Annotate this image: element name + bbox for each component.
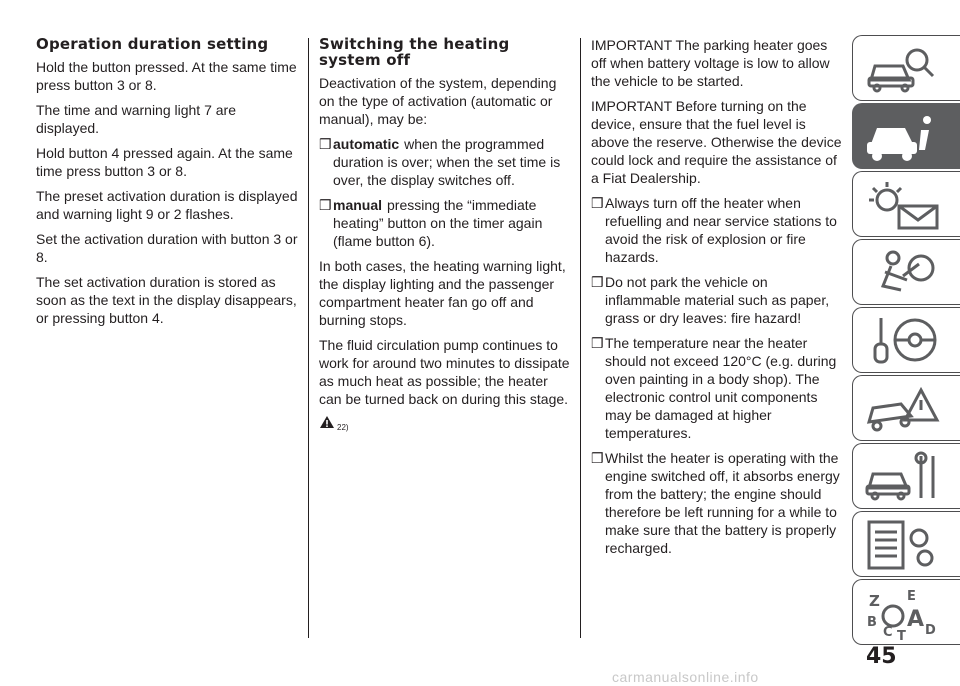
tab-key-steering[interactable] [852, 307, 960, 373]
bullet-text: The temperature near the heater should not exceed 120°C (e.g. during oven painting in a body shop). The electronic control unit components may be damaged at higher temperatures. [605, 335, 837, 441]
column-switching-off [319, 36, 571, 432]
page-number: 45 [866, 644, 897, 669]
checkbox-bullet-icon: ❒ [591, 195, 604, 211]
tab-car-info[interactable] [852, 103, 960, 169]
bullet-item [591, 273, 845, 327]
bullet-text: when the programmed duration is over; when the set time is over, the display switches off. [333, 136, 561, 188]
column-divider [308, 38, 309, 638]
intro-paragraph: Deactivation of the system, depending on the type of activation (automatic or manual), may be: [319, 75, 557, 127]
bullet-keyword: automatic [333, 136, 400, 152]
paragraph: The fluid circulation pump continues to work for around two minutes to dissipate as much heat as possible; the heater can be turned back on during this stage. [319, 337, 570, 407]
airbag-person-icon [863, 246, 943, 300]
heading-switching-off: Switching the heating system off [319, 35, 510, 69]
bullet-text: Whilst the heater is operating with the engine switched off, it absorbs energy from the battery; the engine should therefore be left running for a while to make sure that the battery is properly recharged. [605, 450, 840, 556]
warning-triangle-icon [319, 415, 335, 429]
checkbox-bullet-icon: ❒ [319, 197, 332, 213]
paragraph: In both cases, the heating warning light, the display lighting and the passenger compartment heater fan go off and burning stops. [319, 258, 566, 328]
car-tools-icon [863, 450, 943, 504]
warning-ref-number: 22) [337, 423, 349, 432]
column-operation-duration [36, 36, 298, 334]
bullet-text: pressing the “immediate heating” button on the timer again (flame button 6). [333, 197, 543, 249]
bullet-item [319, 135, 571, 189]
car-search-icon [863, 42, 943, 96]
tab-warning-lights[interactable] [852, 171, 960, 237]
checkbox-bullet-icon: ❒ [591, 274, 604, 290]
warning-reference [319, 415, 571, 432]
bullet-text: Do not park the vehicle on inflammable material such as paper, grass or dry leaves: fire hazard! [605, 274, 830, 326]
tab-alphabet-index[interactable] [852, 579, 960, 645]
svg-text:A: A [907, 607, 925, 632]
svg-text:D: D [925, 623, 936, 638]
paragraph: Hold button 4 pressed again. At the same time press button 3 or 8. [36, 145, 293, 179]
tab-airbag-person[interactable] [852, 239, 960, 305]
car-info-icon [863, 110, 943, 164]
heading-operation-duration: Operation duration setting [36, 35, 269, 53]
svg-text:B: B [867, 615, 877, 630]
car-accident-icon [863, 382, 943, 436]
column-divider [580, 38, 581, 638]
paragraph: Hold the button pressed. At the same time press button 3 or 8. [36, 59, 297, 93]
paragraph: Set the activation duration with button 3 or 8. [36, 231, 298, 265]
key-steering-icon [863, 314, 943, 368]
watermark: carmanualsonline.info [612, 669, 759, 685]
svg-text:C: C [883, 625, 893, 640]
paragraph: The time and warning light 7 are displayed. [36, 102, 236, 136]
bullet-item [591, 194, 845, 266]
bullet-keyword: manual [333, 197, 383, 213]
warning-lights-icon [863, 178, 943, 232]
checkbox-bullet-icon: ❒ [591, 335, 604, 351]
alphabet-index-icon [863, 586, 943, 640]
tab-car-accident[interactable] [852, 375, 960, 441]
important-paragraph: IMPORTANT The parking heater goes off when battery voltage is low to allow the vehicle to be started. [591, 37, 830, 89]
bullet-item [591, 449, 845, 557]
svg-text:Z: Z [869, 592, 880, 610]
svg-text:E: E [907, 589, 916, 604]
paragraph: The set activation duration is stored as soon as the text in the display disappears, or pressing button 4. [36, 274, 297, 326]
bullet-text: Always turn off the heater when refuelling and near service stations to avoid the risk of explosion or fire hazards. [605, 195, 837, 265]
bullet-item [319, 196, 571, 250]
tab-list-gears[interactable] [852, 511, 960, 577]
bullet-item [591, 334, 845, 442]
tab-car-search[interactable] [852, 35, 960, 101]
list-gears-icon [863, 518, 943, 572]
chapter-tabs [852, 35, 960, 647]
column-important-notes [591, 36, 845, 564]
checkbox-bullet-icon: ❒ [319, 136, 332, 152]
important-paragraph: IMPORTANT Before turning on the device, ensure that the fuel level is above the reserve. Otherwise the device could lock and require the assistance of a Fiat Dealership. [591, 98, 842, 186]
checkbox-bullet-icon: ❒ [591, 450, 604, 466]
paragraph: The preset activation duration is displayed and warning light 9 or 2 flashes. [36, 188, 298, 222]
svg-text:T: T [897, 629, 906, 640]
tab-car-tools[interactable] [852, 443, 960, 509]
